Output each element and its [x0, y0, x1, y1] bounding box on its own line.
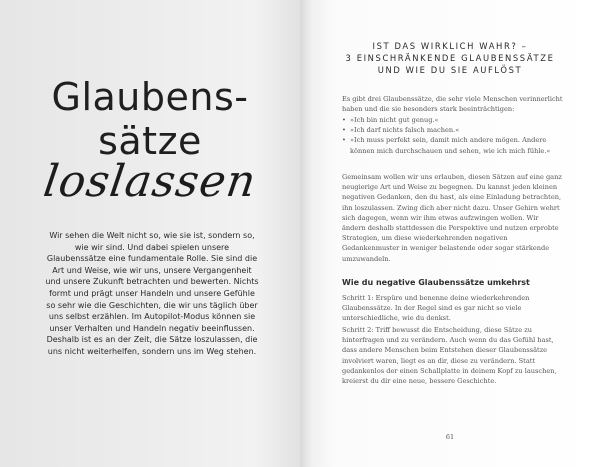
right-page: [300, 0, 600, 467]
paragraph-3: Schritt 1: Erspüre und benenne deine wiederkehrenden Glaubenssätze. In der Regel sind es gar nicht so viele unterschiedliche, wie du denkst.: [342, 294, 530, 323]
list-item: • »Ich darf nichts falsch machen.«: [342, 125, 564, 135]
list-item: • »Ich muss perfekt sein, damit mich andere mögen. Andere können mich durchschauen und sehen, wie ich mich fühle.«: [342, 135, 564, 155]
intro-paragraph: Wir sehen die Welt nicht so, wie sie ist, sondern so, wie wir sind. Und dabei spielen unsere Glaubenssätze eine fundamentale Rolle. Sie sind die Art und Weise, wie wir uns, unsere Vergangenheit und unsere Zukunft betrachten und bewerten. Nichts formt und prägt unser Handeln und unsere Gefühle so sehr wie die Geschichten, die wir uns täglich über uns selbst erzählen. Im Autopilot-Modus können sie unser Verhalten und Handeln negativ beeinflussen. Deshalb ist es an der Zeit, die Sätze loszulassen, die uns nicht weiterhelfen, sondern uns im Weg stehen.: [45, 231, 259, 356]
chapter-heading-line-1: IST DAS WIRKLICH WAHR? –: [372, 41, 528, 51]
paragraph-2: Gemeinsam wollen wir uns erlauben, diesen Sätzen auf eine ganz neugierige Art und Weise zu begegnen. Du kannst jeden kleinen negativen Gedanken, den du hast, als eine Einladung betrachten, ihn loszulassen. Zwing dich aber nicht dazu. Unser Gehirn wehrt sich dagegen, wenn wir ihm etwas aufzwingen wollen. Wir ändern deshalb stattdessen die Perspektive und nutzen erprobte Strategien, um diese wiederkehrenden negativen Gedankenmuster in weniger belastende oder sogar stärkende umzuwandeln.: [342, 173, 562, 263]
section-subheading: Wie du negative Glaubenssätze umkehrst: [342, 278, 530, 287]
chapter-heading-line-2: 3 EINSCHRÄNKENDE GLAUBENSSÄTZE: [345, 53, 555, 63]
title-line-1: Glaubens-: [51, 75, 249, 119]
page-number: 61: [445, 433, 455, 441]
title-script: loslassen: [40, 156, 260, 207]
list-item: • »Ich bin nicht gut genug.«: [342, 115, 564, 125]
chapter-heading-line-3: UND WIE DU SIE AUFLÖST: [377, 65, 523, 75]
belief-list: [342, 115, 564, 156]
paragraph-1: Es gibt drei Glaubenssätze, die sehr viele Menschen verinnerlicht haben und die sie besonders stark beeinträchtigen:: [342, 95, 563, 114]
paragraph-4: Schritt 2: Triff bewusst die Entscheidung, diese Sätze zu hinterfragen und zu verändern. Auch wenn du das Gefühl hast, dass andere Menschen beim Entstehen dieser Glaubenssätze involviert waren, liegt es an dir, diese zu verändern. Statt gedankenlos der einen Schallplatte in deinem Kopf zu lauschen, kreierst du dir eine neue, bessere Geschichte.: [342, 326, 557, 386]
title-line-2: sätze: [98, 119, 202, 163]
